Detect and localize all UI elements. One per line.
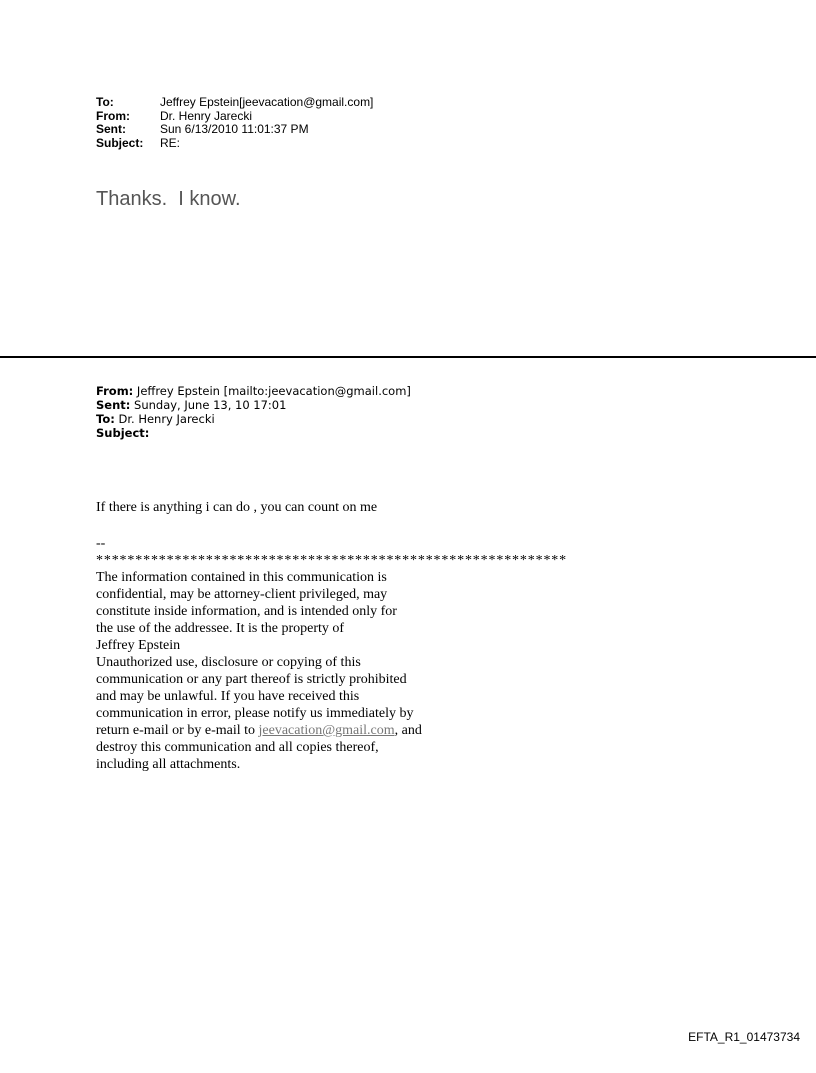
from-value: Dr. Henry Jarecki	[160, 108, 253, 123]
quoted-body: If there is anything i can do , you can count on me	[96, 500, 378, 515]
sent-label: Sent:	[96, 122, 126, 136]
to-value: Jeffrey Epstein[jeevacation@gmail.com]	[160, 95, 374, 109]
reply-body: Thanks. I know.	[96, 188, 241, 210]
disclaimer-line: the use of the addressee. It is the property of	[96, 621, 345, 636]
disclaimer-line: confidential, may be attorney-client privileged, may	[96, 587, 388, 602]
disclaimer-line: Jeffrey Epstein	[96, 638, 181, 653]
subject-value: RE:	[160, 135, 181, 150]
document-id: EFTA_R1_01473734	[688, 1030, 800, 1044]
quoted-to-value: Dr. Henry Jarecki	[114, 412, 215, 426]
disclaimer-line: including all attachments.	[96, 757, 241, 772]
quoted-to-row	[96, 412, 411, 426]
quoted-from-row	[96, 384, 411, 398]
disclaimer-line: destroy this communication and all copies thereof,	[96, 740, 379, 755]
quoted-sent-label: Sent:	[96, 398, 131, 412]
from-label: From:	[96, 108, 130, 123]
quoted-sent-value: Sunday, June 13, 10 17:01	[130, 398, 287, 412]
disclaimer-line: constitute inside information, and is intended only for	[96, 604, 397, 619]
quoted-header	[96, 384, 411, 440]
disclaimer-line: Unauthorized use, disclosure or copying of this	[96, 655, 361, 670]
divider	[0, 356, 816, 358]
quoted-from-label: From:	[96, 384, 134, 398]
quoted-sent-row	[96, 398, 411, 412]
disclaimer-text: return e-mail or by e-mail to	[96, 723, 259, 738]
email-link[interactable]: jeevacation@gmail.com	[258, 723, 395, 738]
from-row	[96, 110, 373, 124]
signature-block	[96, 535, 616, 773]
quoted-to-label: To:	[96, 412, 115, 426]
to-row	[96, 96, 373, 110]
quoted-subject-label: Subject:	[96, 426, 150, 440]
signature-dashes: --	[96, 536, 106, 551]
disclaimer-line: and may be unlawful. If you have received this	[96, 689, 360, 704]
disclaimer-line-with-link	[96, 722, 616, 739]
disclaimer-line: communication in error, please notify us immediately by	[96, 706, 414, 721]
disclaimer-line: communication or any part thereof is strictly prohibited	[96, 672, 407, 687]
quoted-subject-row	[96, 426, 411, 440]
subject-label: Subject:	[96, 135, 144, 150]
sent-row	[96, 123, 373, 137]
subject-row	[96, 137, 373, 151]
email-header	[96, 96, 373, 150]
sent-value: Sun 6/13/2010 11:01:37 PM	[160, 122, 309, 136]
signature-stars: ************************************************************	[96, 553, 567, 568]
quoted-from-value: Jeffrey Epstein [mailto:jeevacation@gmail.com]	[133, 384, 411, 398]
disclaimer-line: The information contained in this communication is	[96, 570, 387, 585]
disclaimer-text: , and	[394, 723, 422, 738]
to-label: To:	[96, 95, 114, 109]
